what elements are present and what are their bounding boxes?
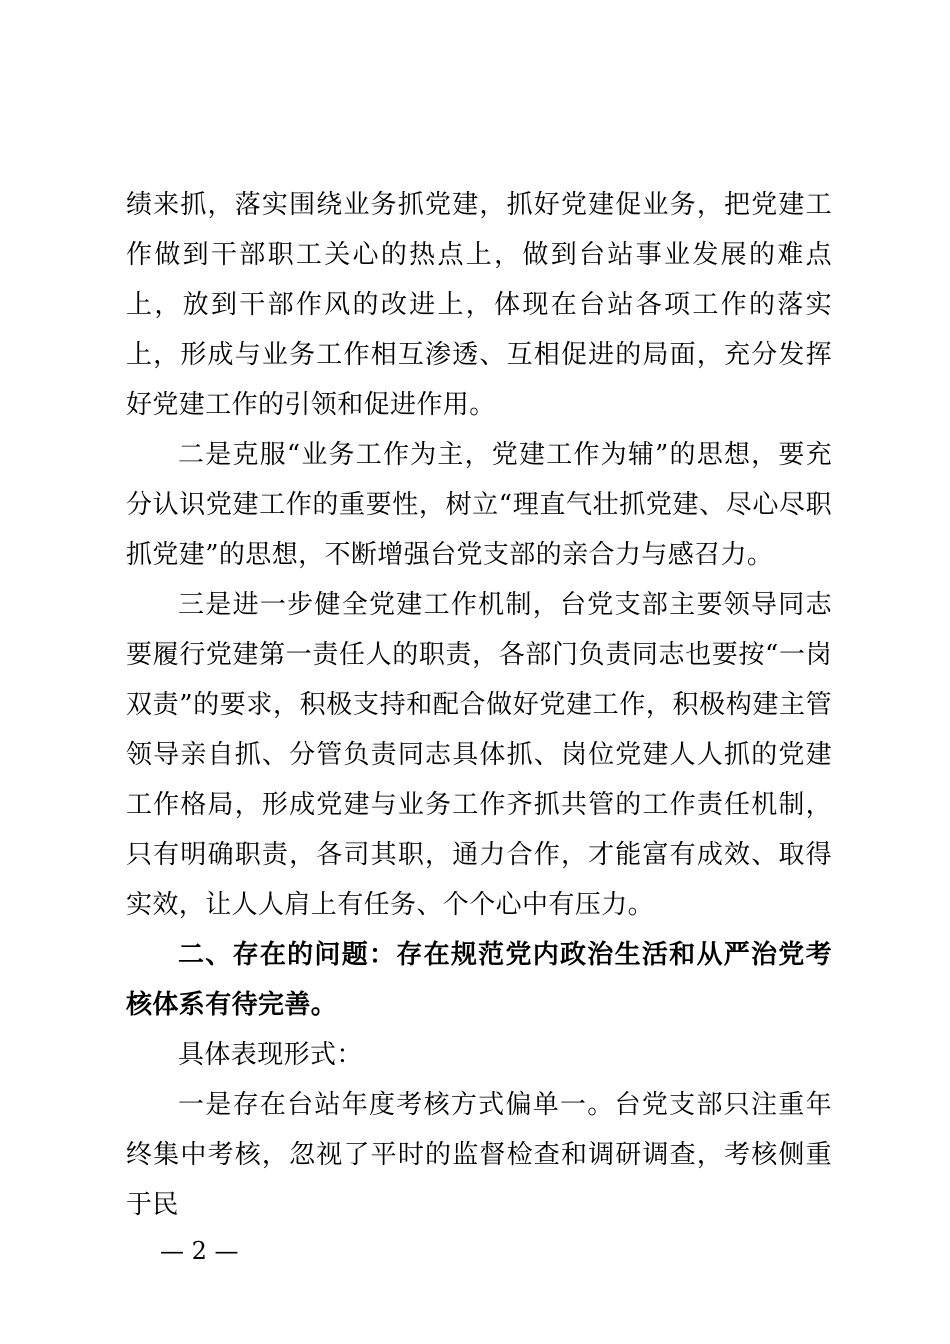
- paragraph-continuation: 绩来抓，落实围绕业务抓党建，抓好党建促业务，把党建工作做到干部职工关心的热点上，做到台站事业发展的难点上，放到干部作风的改进上，体现在台站各项工作的落实上，形成与业务工作相互渗透、互相促进的局面，充分发挥好党建工作的引领和促进作用。: [126, 190, 832, 420]
- paragraph-point-three: 三是进一步健全党建工作机制，台党支部主要领导同志要履行党建第一责任人的职责，各部门负责同志也要按“一岗双责”的要求，积极支持和配合做好党建工作，积极构建主管领导亲自抓、分管负责同志具体抓、岗位党建人人抓的党建工作格局，形成党建与业务工作齐抓共管的工作责任机制，只有明确职责，各司其职，通力合作，才能富有成效、取得实效，让人人肩上有任务、个个心中有压力。: [126, 590, 832, 920]
- paragraph-point-two: 二是克服“业务工作为主，党建工作为辅”的思想，要充分认识党建工作的重要性，树立“理直气壮抓党建、尽心尽职抓党建”的思想，不断增强台党支部的亲合力与感召力。: [126, 440, 832, 570]
- document-body: [126, 180, 832, 1230]
- paragraph-manifestations-label: 具体表现形式：: [178, 1040, 363, 1070]
- page-number: — 2 —: [160, 1237, 239, 1265]
- paragraph-point-one-assessment: 一是存在台站年度考核方式偏单一。台党支部只注重年终集中考核，忽视了平时的监督检查和调研调查，考核侧重于民: [126, 1090, 832, 1220]
- section-heading-problems: 二、存在的问题：存在规范党内政治生活和从严治党考核体系有待完善。: [126, 940, 832, 1020]
